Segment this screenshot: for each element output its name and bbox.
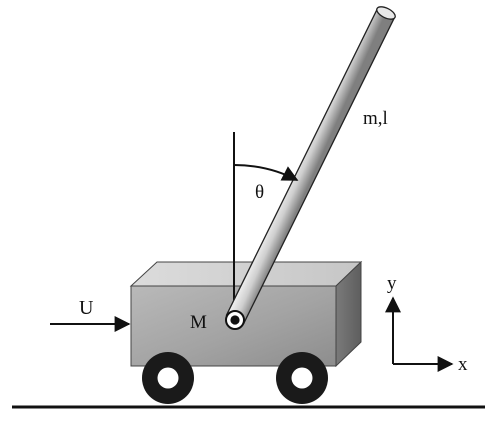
wheel-right [276, 352, 328, 404]
pivot-joint [226, 311, 244, 329]
coordinate-axes [393, 298, 452, 364]
force-u-label: U [79, 297, 94, 319]
y-axis-label: y [387, 273, 397, 294]
pendulum-mass-length-label: m,l [363, 108, 388, 129]
wheel-left [142, 352, 194, 404]
angle-arc [234, 165, 297, 180]
x-axis-label: x [458, 354, 468, 375]
cart-mass-label: M [190, 312, 207, 333]
angle-theta-label: θ [255, 182, 265, 203]
